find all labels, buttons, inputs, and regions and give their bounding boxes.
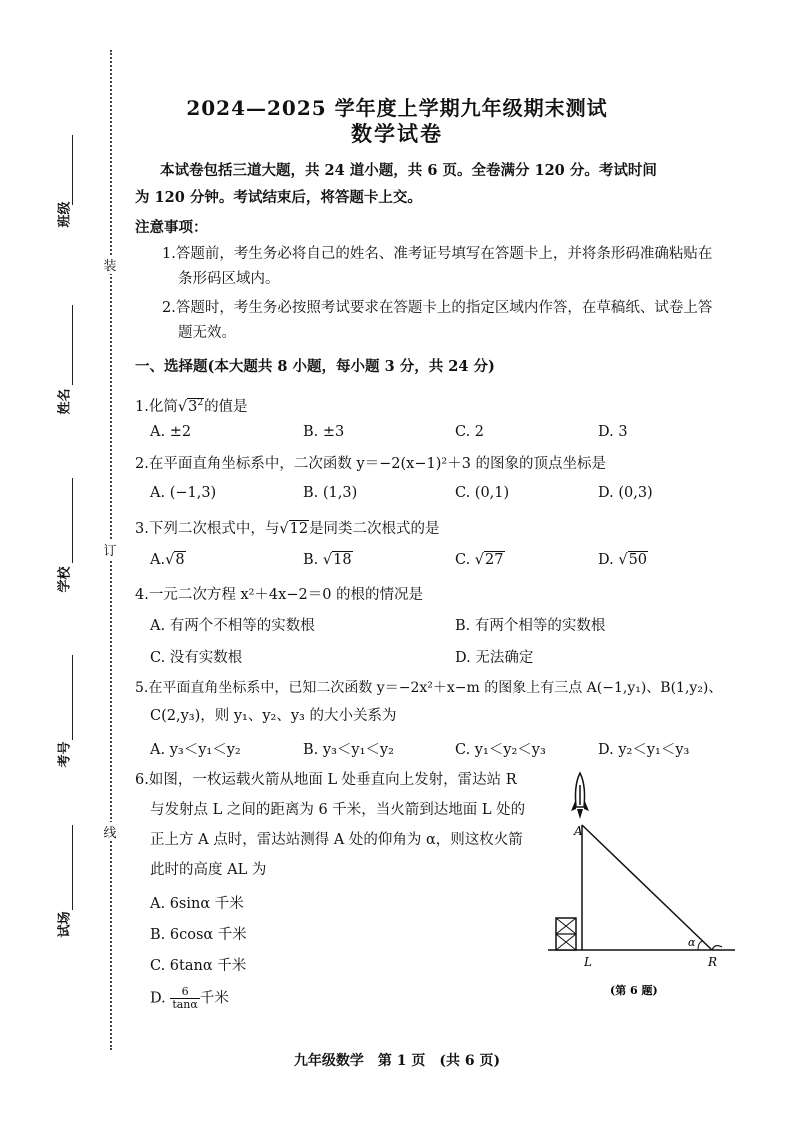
question-6-option-a[interactable]: A. 6sinα 千米 bbox=[150, 896, 244, 912]
class-field-label: 班级 bbox=[57, 201, 73, 228]
segment-ar bbox=[582, 825, 712, 950]
notes-item-1-line-1: 1.答题前，考生务必将自己的姓名、准考证号填写在答题卡上，并将条形码准确粘贴在 bbox=[162, 246, 713, 262]
question-6-line-3: 正上方 A 点时，雷达站测得 A 处的仰角为 α，则这枚火箭 bbox=[150, 832, 523, 848]
section-1-heading: 一、选择题(本大题共 8 小题，每小题 3 分，共 24 分) bbox=[135, 358, 495, 375]
notes-item-2-line-2: 题无效。 bbox=[178, 325, 236, 341]
question-5-option-d[interactable]: D. y₂＜y₁＜y₃ bbox=[598, 742, 690, 758]
question-5-stem-line-1: 5.在平面直角坐标系中，已知二次函数 y＝−2x²＋x−m 的图象上有三点 A(−1,y₁)、B(1,y₂)、 bbox=[135, 680, 723, 696]
notes-item-2-line-1: 2.答题时，考生务必按照考试要求在答题卡上的指定区域内作答，在草稿纸、试卷上答 bbox=[162, 300, 713, 316]
question-4-option-c[interactable]: C. 没有实数根 bbox=[150, 650, 243, 666]
question-2-option-b[interactable]: B. (1,3) bbox=[303, 485, 358, 501]
question-3-option-c[interactable]: C. √27 bbox=[455, 552, 504, 568]
question-1-option-c[interactable]: C. 2 bbox=[455, 424, 485, 440]
intro-line-1: 本试卷包括三道大题，共 24 道小题，共 6 页。全卷满分 120 分。考试时间 bbox=[160, 162, 657, 179]
question-5-option-a[interactable]: A. y₃＜y₁＜y₂ bbox=[150, 742, 241, 758]
question-3-stem: 3.下列二次根式中，与√12是同类二次根式的是 bbox=[135, 521, 440, 537]
question-1-option-b[interactable]: B. ±3 bbox=[303, 424, 345, 440]
name-field-label: 姓名 bbox=[57, 388, 73, 415]
school-field-line bbox=[72, 478, 73, 563]
exam-number-field-line bbox=[72, 655, 73, 740]
question-3-option-b[interactable]: B. √18 bbox=[303, 552, 352, 568]
page-footer: 九年级数学 第 1 页 (共 6 页) bbox=[293, 1053, 501, 1069]
label-point-l: L bbox=[584, 955, 592, 969]
exam-number-field-label: 考号 bbox=[57, 741, 73, 768]
question-1-option-a[interactable]: A. ±2 bbox=[150, 424, 192, 440]
question-4-stem: 4.一元二次方程 x²＋4x−2＝0 的根的情况是 bbox=[135, 587, 424, 603]
question-3-option-a[interactable]: A.√8 bbox=[150, 552, 185, 568]
question-2-option-c[interactable]: C. (0,1) bbox=[455, 485, 510, 501]
rocket-icon bbox=[571, 773, 589, 819]
question-4-option-d[interactable]: D. 无法确定 bbox=[455, 650, 534, 666]
school-field-label: 学校 bbox=[57, 566, 73, 593]
question-6-option-c[interactable]: C. 6tanα 千米 bbox=[150, 958, 247, 974]
question-6-option-d[interactable]: D. $\frac{6}{\tan\alpha}$ 千米 bbox=[150, 985, 229, 1011]
question-6-line-2: 与发射点 L 之间的距离为 6 千米，当火箭到达地面 L 处的 bbox=[150, 802, 526, 818]
figure-caption: (第 6 题) bbox=[610, 984, 658, 997]
label-angle-alpha: α bbox=[688, 936, 696, 949]
notes-heading: 注意事项： bbox=[135, 219, 208, 236]
exam-room-field-label: 试场 bbox=[57, 911, 73, 938]
label-point-r: R bbox=[708, 955, 718, 969]
page-title: 2024—2025 学年度上学期九年级期末测试 bbox=[186, 96, 608, 120]
question-3-option-d[interactable]: D. √50 bbox=[598, 552, 648, 568]
notes-item-1-line-2: 条形码区域内。 bbox=[178, 271, 280, 287]
question-6-line-4: 此时的高度 AL 为 bbox=[150, 862, 267, 878]
binding-mark-xian: 线 bbox=[102, 822, 118, 841]
question-4-option-b[interactable]: B. 有两个相等的实数根 bbox=[455, 618, 606, 634]
launch-tower-icon bbox=[556, 918, 576, 950]
label-point-a: A bbox=[574, 824, 583, 838]
question-6-line-1: 6.如图，一枚运载火箭从地面 L 处垂直向上发射，雷达站 R bbox=[135, 772, 517, 788]
question-4-option-a[interactable]: A. 有两个不相等的实数根 bbox=[150, 618, 315, 634]
binding-mark-ding: 订 bbox=[102, 540, 118, 559]
question-5-stem-line-2: C(2,y₃)，则 y₁、y₂、y₃ 的大小关系为 bbox=[150, 708, 397, 724]
angle-arc bbox=[698, 941, 703, 950]
question-5-option-c[interactable]: C. y₁＜y₂＜y₃ bbox=[455, 742, 546, 758]
binding-mark-zhuang: 装 bbox=[102, 255, 118, 274]
question-1-option-d[interactable]: D. 3 bbox=[598, 424, 628, 440]
page-subtitle: 数学试卷 bbox=[351, 121, 443, 146]
question-6-figure bbox=[540, 765, 760, 1005]
question-2-option-d[interactable]: D. (0,3) bbox=[598, 485, 653, 501]
question-2-option-a[interactable]: A. (−1,3) bbox=[150, 485, 217, 501]
name-field-line bbox=[72, 305, 73, 385]
question-2-stem: 2.在平面直角坐标系中，二次函数 y＝−2(x−1)²＋3 的图象的顶点坐标是 bbox=[135, 456, 607, 472]
question-5-option-b[interactable]: B. y₃＜y₁＜y₂ bbox=[303, 742, 394, 758]
exam-room-field-line bbox=[72, 825, 73, 910]
question-1-stem: 1.化简$√3^2$的值是 bbox=[135, 398, 248, 415]
question-6-option-b[interactable]: B. 6cosα 千米 bbox=[150, 927, 247, 943]
intro-line-2: 为 120 分钟。考试结束后，将答题卡上交。 bbox=[135, 189, 422, 206]
